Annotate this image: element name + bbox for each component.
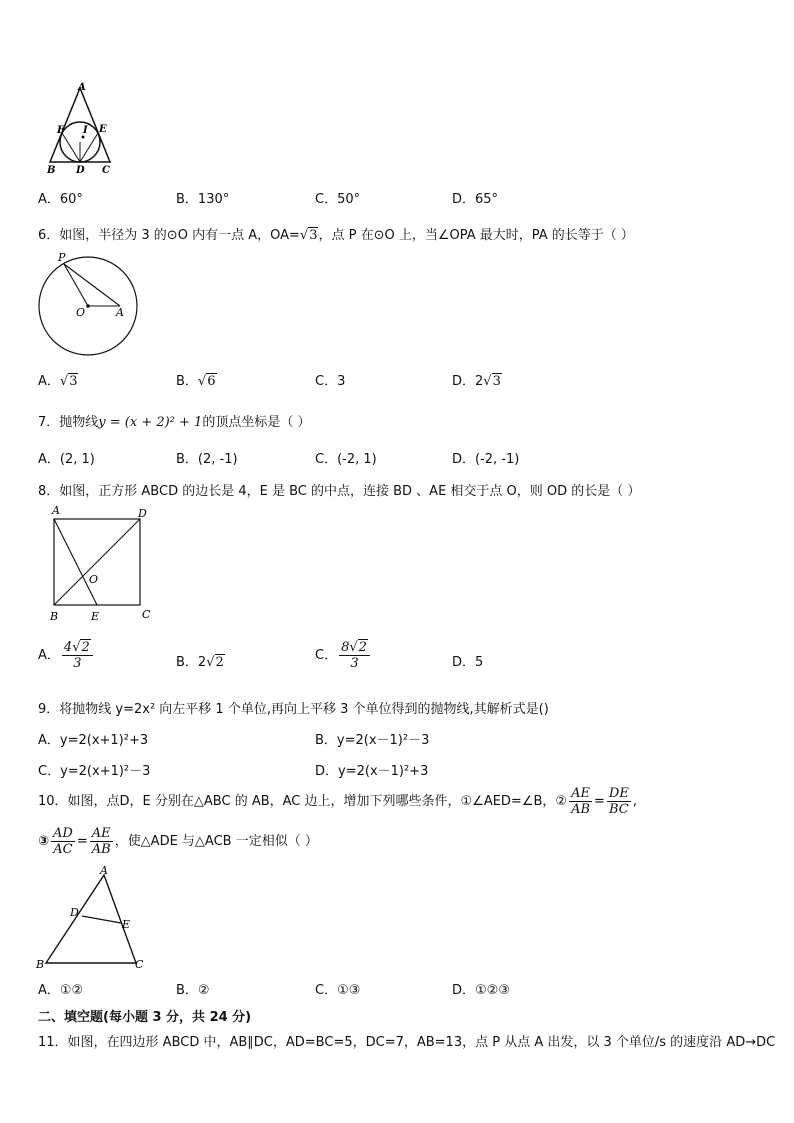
fig8-label-d: D (138, 507, 147, 520)
q11-stem: 11．如图，在四边形 ABCD 中，AB∥DC，AD=BC=5，DC=7，AB=13，点 P 从点 A 出发，以 3 个单位/s 的速度沿 AD→DC (38, 1035, 776, 1050)
q5-option-d: D．65° (452, 192, 499, 207)
fig6-label-a: A (116, 306, 124, 319)
fig10-label-c: C (135, 958, 144, 971)
fig5-label-b: B (47, 165, 56, 175)
q9-option-b: B．y=2(x－1)²－3 (315, 733, 430, 748)
fig8-label-b: B (50, 610, 59, 623)
fig8-label-c: C (142, 608, 151, 621)
fig5-label-a: A (78, 82, 86, 93)
q6-stem (38, 224, 634, 243)
fig8-label-e: E (91, 610, 100, 623)
fig10-label-e: E (122, 918, 131, 931)
q6-option-d: D．2√3 (452, 374, 501, 389)
q10-option-c: C．①③ (315, 983, 361, 998)
q7-option-b: B．(2, -1) (176, 452, 238, 467)
q6-option-a: A．√3 (38, 374, 78, 389)
q5-triangle-figure (40, 80, 120, 175)
q6-option-c: C．3 (315, 374, 346, 389)
q10-option-d: D．①②③ (452, 983, 510, 998)
q10-option-b: B．② (176, 983, 210, 998)
q7-option-d: D．(-2, -1) (452, 452, 520, 467)
q9-stem: 9．将抛物线 y=2x² 向左平移 1 个单位,再向上平移 3 个单位得到的抛物线,其解析式是() (38, 702, 549, 717)
q5-option-a: A．60° (38, 192, 83, 207)
q6-sqrt-3: √3 (299, 228, 318, 243)
fig5-label-f: F (57, 125, 65, 136)
q10-stem-line2: ③ $\frac{AD}{AC}$ = $\frac{AE}{AB}$ ，使△ADE 与△ACB 一定相似（ ） (38, 826, 318, 857)
fig10-label-a: A (100, 864, 108, 877)
fig6-label-p: P (58, 251, 66, 264)
q5-option-b: B．130° (176, 192, 230, 207)
q9-option-a: A．y=2(x+1)²+3 (38, 733, 149, 748)
section2-title: 二、填空题(每小题 3 分，共 24 分) (38, 1010, 252, 1025)
q6-circle-figure (36, 250, 142, 358)
q8-stem: 8．如图，正方形 ABCD 的边长是 4，E 是 BC 的中点，连接 BD 、AE 相交于点 O，则 OD 的长是（ ） (38, 484, 641, 499)
q10-triangle-figure (34, 862, 150, 972)
fig8-label-a: A (52, 504, 60, 517)
fig10-label-b: B (36, 958, 45, 971)
q6-stem-b: ，点 P 在⊙O 上，当∠OPA 最大时，PA 的长等于（ ） (318, 228, 634, 243)
fig5-label-i: I (83, 125, 88, 136)
fig6-label-o: O (76, 306, 86, 319)
q7-stem: 7．抛物线y = (x + 2)² + 1的顶点坐标是（ ） (38, 415, 311, 430)
q10-option-a: A．①② (38, 983, 84, 998)
fig8-label-o: O (89, 573, 99, 586)
q5-option-c: C．50° (315, 192, 361, 207)
fig5-label-e: E (99, 124, 107, 135)
q9-option-c: C．y=2(x+1)²－3 (38, 764, 151, 779)
q8-square-figure (44, 502, 164, 628)
q8-option-a: A． $\frac{4√2}{3}$ (38, 640, 95, 671)
q7-formula: y = (x + 2)² + 1 (98, 415, 203, 430)
fig5-label-c: C (102, 165, 110, 175)
fig10-label-d: D (70, 906, 79, 919)
q6-option-b: B．√6 (176, 374, 216, 389)
q6-stem-a: 6．如图，半径为 3 的⊙O 内有一点 A，OA= (38, 228, 300, 243)
q7-option-c: C．(-2, 1) (315, 452, 377, 467)
q10-stem-line1: 10．如图，点D，E 分别在△ABC 的 AB，AC 边上，增加下列哪些条件，①∠AED=∠B，② $\frac{AE}{AB}$ = $\frac{DE}{BC}$ , (38, 786, 637, 817)
q7-option-a: A．(2, 1) (38, 452, 95, 467)
q9-option-d: D．y=2(x－1)²+3 (315, 764, 429, 779)
fig5-label-d: D (76, 165, 85, 175)
q8-option-b: B．2√2 (176, 655, 224, 670)
q8-option-c: C． $\frac{8√2}{3}$ (315, 640, 372, 671)
q8-option-d: D．5 (452, 655, 484, 670)
